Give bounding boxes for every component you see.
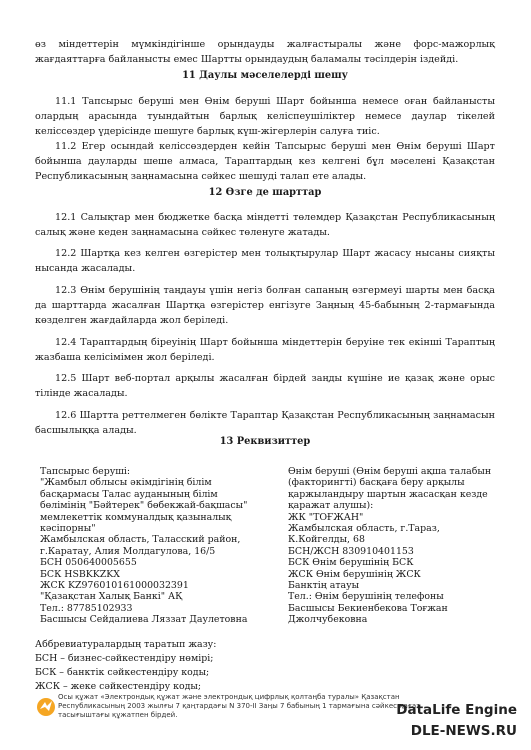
requisites-supplier-line: ЖК "ТОҒЖАН" [288, 511, 364, 523]
requisites-customer-line: г.Каратау, Алия Молдагулова, 16/5 [40, 545, 216, 557]
requisites-supplier-line: Тел.: Өнім берушінің телефоны [288, 591, 444, 603]
section-12-title: 12 Өзге де шарттар [208, 187, 322, 198]
paragraph-12-5: 12.5 Шарт веб-портал арқылы жасалған бірдей заңды күшіне ие қазақ және орыс тілінде жасалады. [35, 373, 495, 399]
brand-site: DLE-NEWS.RU [410, 723, 517, 739]
paragraph-12-3: 12.3 Өнім берушінің таңдауы үшін негіз болған сапаның өзгермеуі шарты мен басқа да шарттарда жасалған Шартқа өзгерістер енгізуге Заңның 45-бабының 2-тармағында көзделген жағдайларда жол беріледі. [35, 285, 495, 326]
requisites-customer-line: "Қазақстан Халық Банкі" АҚ [40, 591, 183, 603]
requisites-customer-line: "Жамбыл облысы әкімдігінің білім [40, 477, 212, 489]
requisites-supplier-line: БСН/ЖСН 830910401153 [288, 545, 414, 557]
requisites-customer-line: БСН 050640005655 [40, 557, 137, 569]
footer-watermark [0, 690, 531, 750]
requisites-customer [40, 466, 247, 626]
requisites-customer-line: мемлекеттік коммуналдық қазыналық [40, 511, 232, 523]
requisites-supplier-line: Өнім беруші (Өнім беруші ақша талабын [288, 466, 492, 477]
requisites-supplier-line: БСК Өнім берушінің БСК [288, 557, 414, 569]
requisites-customer-line: Тел.: 87785102933 [40, 602, 133, 614]
abbreviation-line: ЖСК – жеке сәйкестендіру коды; [35, 681, 202, 692]
abbreviation-line: Аббревиатуралардың таратып жазу: [35, 639, 217, 650]
requisites-supplier-line: ЖСК Өнім берушінің ЖСК [288, 568, 421, 580]
abbreviations-block [35, 638, 216, 694]
section-11-title: 11 Даулы мәселелерді шешу [182, 70, 348, 81]
datalife-engine-logo-icon [36, 697, 56, 717]
requisites-supplier-line: Джолчубековна [288, 614, 368, 626]
paragraph-11-1: 11.1 Тапсырыс беруші мен Өнім беруші Шарт бойынша немесе оған байланысты олардың арасында туындайтын барлық келіспеушіліктер немесе даулар тікелей келіссөздер үдерісінде шешуге барлық күш-жігерлерін салуға тиіс. [35, 96, 495, 137]
abbreviation-line: БСК – банктік сәйкестендіру коды; [35, 667, 210, 678]
requisites-customer-line: басқармасы Талас ауданының білім [40, 488, 218, 500]
paragraph-11-2: 11.2 Егер осындай келіссөздерден кейін Тапсырыс беруші мен Өнім беруші Шарт бойынша дауларды шеше алмаса, Тараптардың кез келгені бұл мәселені Қазақстан Республикасының заңнамасына сәйкес шешуді талап ете алады. [35, 141, 495, 182]
requisites-customer-line: Басшысы Сейдалиева Ляззат Даулетовна [40, 614, 248, 626]
requisites-supplier-line: Жамбылская область, г.Тараз, [288, 523, 440, 535]
requisites-supplier-line: К.Койгелды, 68 [288, 534, 365, 546]
notice-line: Осы құжат «Электрондық құжат және электрондық цифрлық қолтаңба туралы» Қазақстан [58, 693, 400, 701]
paragraph-12-6: 12.6 Шартта реттелмеген бөлікте Тараптар Қазақстан Республикасының заңнамасын басшылыққа алады. [35, 410, 495, 436]
brand-name: DataLife Engine [396, 702, 517, 718]
requisites-customer-line: кәсіпорны" [40, 523, 96, 535]
paragraph-12-4: 12.4 Тараптардың біреуінің Шарт бойынша міндеттерін беруіне тек екінші Тараптың жазбаша келісімімен жол беріледі. [35, 337, 495, 363]
requisites-customer-line: бөлімінің "Бәйтерек" бөбекжай-бақшасы" [40, 500, 248, 512]
abbreviation-line: БСН – бизнес-сәйкестендіру нөмірі; [35, 653, 214, 664]
requisites-supplier-line: (факторингті) басқаға беру арқылы [288, 477, 465, 489]
requisites-customer-line: Тапсырыс беруші: [40, 466, 131, 477]
paragraph-12-1: 12.1 Салықтар мен бюджетке басқа міндетті төлемдер Қазақстан Республикасының салық және кеден заңнамасына сәйкес төленуге жатады. [35, 212, 495, 238]
requisites-supplier [288, 466, 491, 626]
notice-line: тасығыштағы құжатпен бірдей. [58, 711, 178, 719]
requisites-customer-line: ЖСК KZ976010161000032391 [40, 580, 189, 592]
requisites-supplier-line: қаражат алушы): [288, 500, 374, 512]
section-13-title: 13 Реквизиттер [219, 436, 311, 447]
requisites-supplier-line: Банктің атауы [288, 580, 360, 592]
requisites-customer-line: Жамбылская область, Таласский район, [40, 534, 241, 546]
paragraph-12-2: 12.2 Шартқа кез келген өзгерістер мен толықтырулар Шарт жасасу нысаны сияқты нысанда жасалады. [35, 248, 495, 274]
paragraph-continuation: өз міндеттерін мүмкіндігінше орындауды жалғастыралы және форс-мажорлық жағдаяттарға байланысты емес Шартты орындаудың баламалы тәсілдерін іздейді. [35, 39, 495, 65]
requisites-supplier-line: Басшысы Бекиенбекова Тоғжан [288, 602, 448, 614]
notice-line: Республикасының 2003 жылғы 7 қаңтардағы N 370-II Заңы 7 бабының 1 тармағына сәйкес қағаз [58, 702, 420, 710]
requisites-customer-line: БСК HSBKKZKX [40, 568, 120, 580]
requisites-supplier-line: қаржыландыру шартын жасасқан кезде [288, 488, 488, 500]
